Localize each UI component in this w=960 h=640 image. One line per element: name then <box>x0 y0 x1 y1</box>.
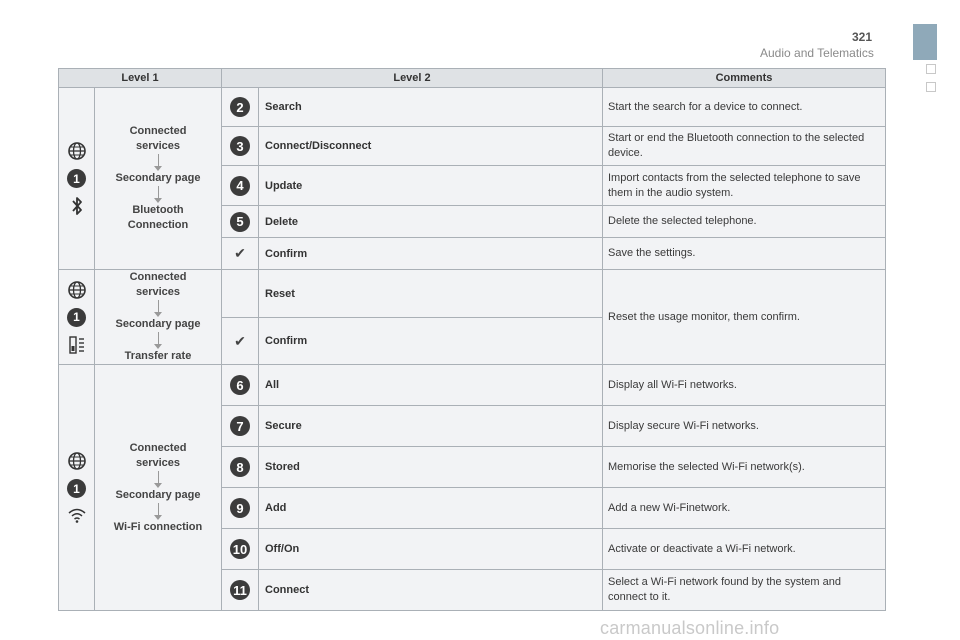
comment-text: Start or end the Bluetooth connection to the selected device. <box>603 127 886 166</box>
level1-path <box>95 88 222 270</box>
page-marker-box <box>926 64 936 74</box>
comment-text: Display all Wi-Fi networks. <box>603 365 886 406</box>
watermark: carmanualsonline.info <box>600 618 780 638</box>
globe-icon <box>67 451 87 471</box>
comment-text: Select a Wi-Fi network found by the system and connect to it. <box>603 570 886 611</box>
menu-number-badge: 10 <box>230 539 250 559</box>
comment-text: Reset the usage monitor, them confirm. <box>603 270 886 365</box>
table-header-row <box>59 69 886 88</box>
level2-label: Delete <box>259 206 603 238</box>
level2-label: Update <box>259 166 603 206</box>
arrow-down-icon <box>95 471 221 488</box>
settings-table <box>58 68 886 611</box>
arrow-down-icon <box>95 154 221 171</box>
menu-number-badge: 3 <box>230 136 250 156</box>
level1-icons <box>59 365 95 611</box>
table-row <box>59 365 886 406</box>
header-level2: Level 2 <box>222 69 603 88</box>
comment-text: Import contacts from the selected telephone to save them in the audio system. <box>603 166 886 206</box>
arrow-down-icon <box>95 332 221 349</box>
bluetooth-icon <box>70 196 84 216</box>
arrow-down-icon <box>95 503 221 520</box>
comment-text: Save the settings. <box>603 238 886 270</box>
level-badge: 1 <box>67 169 86 188</box>
menu-number-badge: 5 <box>230 212 250 232</box>
level1-icons <box>59 88 95 270</box>
header-level1: Level 1 <box>59 69 222 88</box>
page-number: 321 <box>852 30 873 44</box>
level1-path <box>95 365 222 611</box>
path-step: Secondary page <box>115 172 201 184</box>
menu-number-badge: 6 <box>230 375 250 395</box>
comment-text: Start the search for a device to connect. <box>603 88 886 127</box>
globe-icon <box>67 280 87 300</box>
path-step: Wi-Fi connection <box>113 520 203 533</box>
path-step: Transfer rate <box>124 350 192 362</box>
level-badge: 1 <box>67 308 86 327</box>
comment-text: Display secure Wi-Fi networks. <box>603 406 886 447</box>
menu-number-badge: 8 <box>230 457 250 477</box>
menu-number-badge: 4 <box>230 176 250 196</box>
level2-label: Confirm <box>259 238 603 270</box>
menu-number-badge: 11 <box>230 580 250 600</box>
menu-number-badge: 2 <box>230 97 250 117</box>
table-row <box>59 88 886 127</box>
path-step: Bluetooth Connection <box>127 204 189 231</box>
level2-label: Search <box>259 88 603 127</box>
level1-icons <box>59 270 95 365</box>
level2-label: Connect <box>259 570 603 611</box>
arrow-down-icon <box>95 186 221 203</box>
path-step: Connected services <box>129 125 187 152</box>
level1-path <box>95 270 222 365</box>
comment-text: Add a new Wi-Finetwork. <box>603 488 886 529</box>
arrow-down-icon <box>95 300 221 317</box>
level2-label: Reset <box>259 270 603 318</box>
data-usage-icon <box>68 335 86 355</box>
comment-text: Delete the selected telephone. <box>603 206 886 238</box>
wifi-icon <box>67 506 87 524</box>
section-title: Audio and Telematics <box>760 46 874 60</box>
level2-label: Add <box>259 488 603 529</box>
checkmark-icon: ✔ <box>234 332 246 349</box>
level2-label: All <box>259 365 603 406</box>
globe-icon <box>67 141 87 161</box>
path-step: Connected services <box>129 271 187 298</box>
level2-label: Confirm <box>259 318 603 365</box>
level2-label: Off/On <box>259 529 603 570</box>
comment-text: Memorise the selected Wi-Fi network(s). <box>603 447 886 488</box>
table-row <box>59 270 886 318</box>
menu-number-badge: 9 <box>230 498 250 518</box>
level2-label: Stored <box>259 447 603 488</box>
path-step: Connected services <box>129 441 187 469</box>
menu-number-badge: 7 <box>230 416 250 436</box>
page-marker-box <box>926 82 936 92</box>
section-side-tab <box>913 24 937 60</box>
level-badge: 1 <box>67 479 86 498</box>
path-step: Secondary page <box>115 318 201 330</box>
level2-label: Secure <box>259 406 603 447</box>
comment-text: Activate or deactivate a Wi-Fi network. <box>603 529 886 570</box>
checkmark-icon: ✔ <box>234 245 246 261</box>
level2-label: Connect/Disconnect <box>259 127 603 166</box>
header-comments: Comments <box>603 69 886 88</box>
path-step: Secondary page <box>115 488 201 501</box>
